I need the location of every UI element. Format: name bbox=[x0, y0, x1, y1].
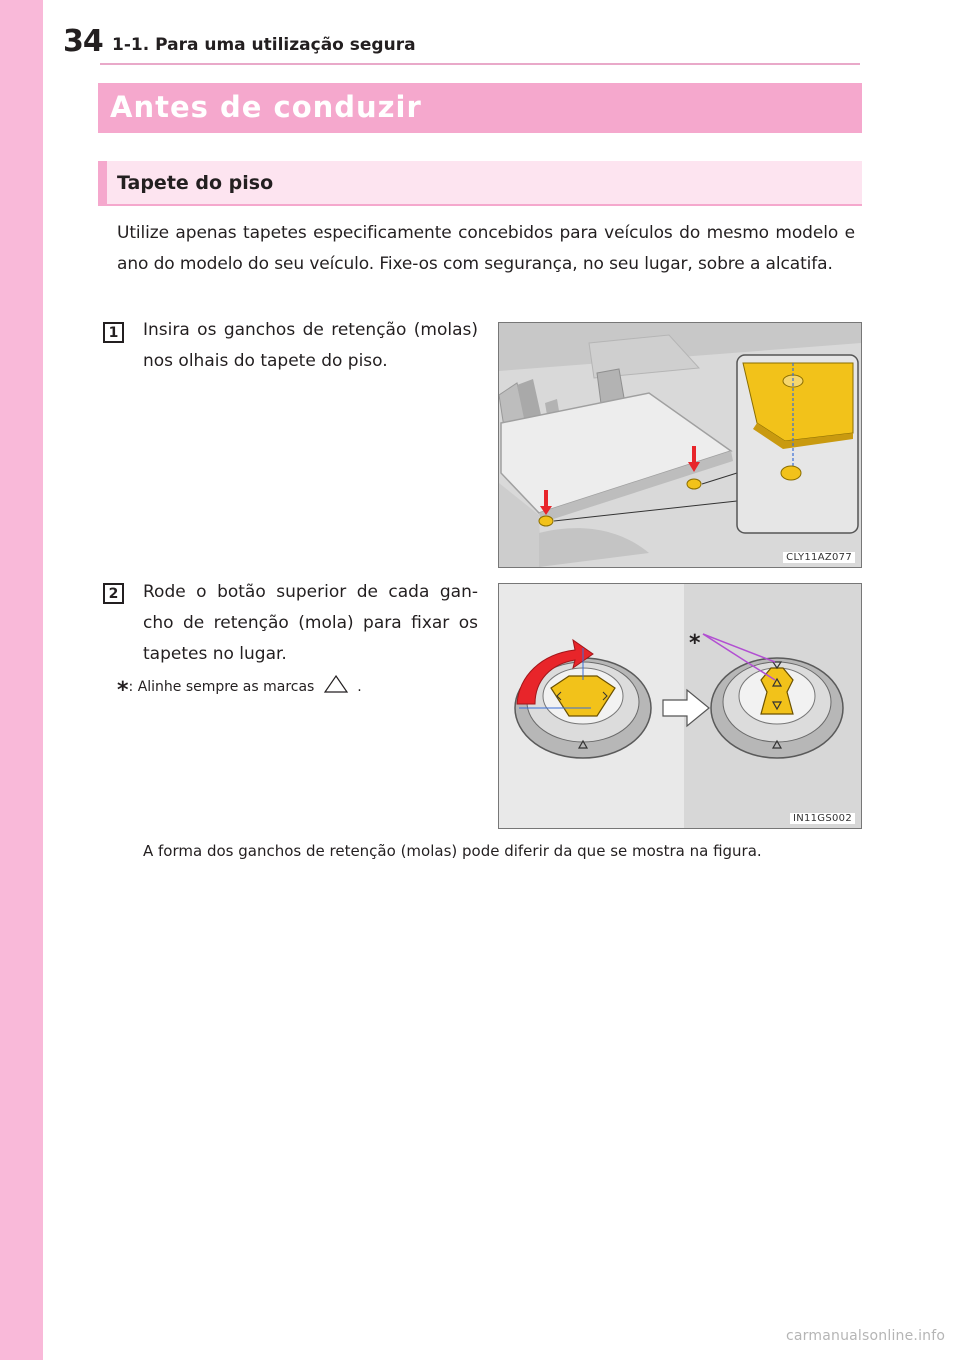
intro-paragraph: Utilize apenas tapetes especificamente concebidos para veículos do mesmo modelo e ano do modelo do seu veículo. Fixe-os com segurança, no seu lugar, sobre a alcatifa. bbox=[117, 223, 855, 274]
rotate-knob-illustration bbox=[499, 584, 861, 828]
section-title: 1-1. Para uma utilização segura bbox=[112, 35, 416, 55]
sub-heading-divider bbox=[98, 204, 862, 206]
step-2-badge: 2 bbox=[103, 583, 124, 604]
figure-floor-mat-hooks bbox=[498, 322, 862, 568]
page-number: 34 bbox=[63, 24, 103, 59]
figure-rotate-knob bbox=[498, 583, 862, 829]
header-divider bbox=[100, 63, 860, 65]
floor-mat-illustration bbox=[499, 323, 861, 567]
note-asterisk: * bbox=[117, 678, 129, 703]
footnote: A forma dos ganchos de retenção (molas) pode diferir da que se mostra na figura. bbox=[143, 842, 762, 860]
figure-2-asterisk: * bbox=[689, 631, 701, 656]
step-1-badge: 1 bbox=[103, 322, 124, 343]
figure-1-code: CLY11AZ077 bbox=[783, 552, 855, 563]
triangle-mark-icon bbox=[323, 674, 349, 694]
main-heading: Antes de conduzir bbox=[98, 83, 862, 133]
step-2-text: Rode o botão superior de cada gan-cho de retenção (mola) para fixar os tapetes no lugar. bbox=[143, 582, 478, 664]
figure-2-code: IN11GS002 bbox=[790, 813, 855, 824]
watermark: carmanualsonline.info bbox=[786, 1328, 946, 1344]
note-end: . bbox=[357, 679, 362, 695]
note-text: Alinhe sempre as marcas bbox=[137, 679, 315, 695]
alignment-note: *: Alinhe sempre as marcas . bbox=[117, 672, 362, 706]
sub-heading: Tapete do piso bbox=[98, 161, 862, 205]
step-1-text: Insira os ganchos de retenção (molas) nos olhais do tapete do piso. bbox=[143, 320, 478, 371]
side-tab-strip bbox=[0, 0, 43, 1360]
